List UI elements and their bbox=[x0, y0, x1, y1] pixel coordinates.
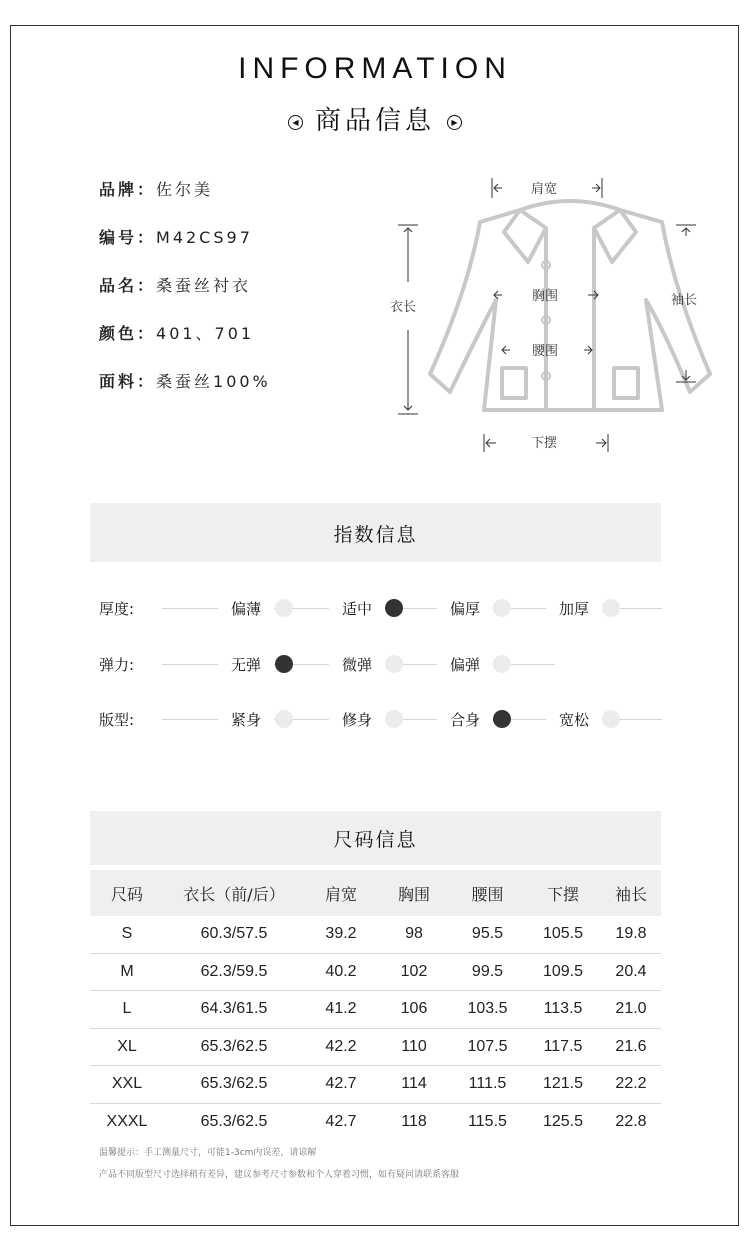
info-key: 编号： bbox=[99, 228, 157, 247]
diagram-label-shoulder: 肩宽 bbox=[531, 182, 558, 197]
size-cell: 20.4 bbox=[601, 953, 661, 991]
size-cell: 115.5 bbox=[468, 1112, 507, 1130]
info-value: 佐尔美 bbox=[156, 180, 214, 199]
size-cell: 114 bbox=[378, 1066, 450, 1104]
size-header-cell: 下摆 bbox=[525, 870, 601, 916]
size-header-cell: 胸围 bbox=[378, 870, 450, 916]
size-cell: 42.7 bbox=[304, 1066, 378, 1104]
size-header-cell: 衣长（前/后） bbox=[164, 870, 304, 916]
index-option: 加厚 bbox=[546, 598, 602, 619]
index-option: 适中 bbox=[329, 598, 385, 619]
index-dot bbox=[493, 599, 511, 617]
size-cell: 98 bbox=[378, 916, 450, 953]
size-cell: S bbox=[90, 916, 164, 953]
size-cell: 102 bbox=[378, 953, 450, 991]
index-label: 版型: bbox=[99, 711, 135, 729]
size-cell: 103.5 bbox=[450, 991, 525, 1029]
size-cell: 107.5 bbox=[450, 1028, 525, 1066]
diagram-label-sleeve: 袖长 bbox=[671, 293, 698, 308]
size-cell: 42.2 bbox=[304, 1028, 378, 1066]
index-dot-selected bbox=[275, 655, 293, 673]
size-table bbox=[90, 870, 661, 1140]
index-label: 弹力: bbox=[99, 656, 135, 674]
size-cell: 95.5 bbox=[450, 916, 525, 953]
size-cell: 121.5 bbox=[525, 1066, 601, 1104]
size-cell: 109.5 bbox=[525, 953, 601, 991]
size-cell: 99.5 bbox=[450, 953, 525, 991]
size-cell: 39.2 bbox=[304, 916, 378, 953]
index-dot bbox=[275, 710, 293, 728]
size-cell: 41.2 bbox=[304, 991, 378, 1029]
size-cell: 117.5 bbox=[525, 1028, 601, 1066]
info-key: 颜色： bbox=[99, 324, 157, 343]
info-fabric bbox=[99, 369, 271, 392]
index-row-thickness bbox=[0, 598, 750, 618]
index-row-elasticity bbox=[0, 654, 750, 674]
size-cell: 65.3/62.5 bbox=[164, 1028, 304, 1066]
size-section-header: 尺码信息 bbox=[90, 811, 661, 865]
table-row bbox=[90, 991, 661, 1029]
index-option: 偏薄 bbox=[218, 598, 274, 619]
size-header-cell: 肩宽 bbox=[304, 870, 378, 916]
size-cell: L bbox=[90, 991, 164, 1029]
size-cell: XXXL bbox=[106, 1112, 148, 1130]
shirt-measurement-diagram bbox=[380, 170, 720, 460]
table-row bbox=[90, 1103, 661, 1140]
size-cell: 118 bbox=[401, 1112, 427, 1130]
info-brand bbox=[99, 177, 213, 200]
size-cell: 64.3/61.5 bbox=[164, 991, 304, 1029]
index-option: 紧身 bbox=[218, 709, 274, 730]
note-fit: 产品不同版型尺寸选择稍有差异，建议参考尺寸参数和个人穿着习惯，如有疑问请联系客服 bbox=[99, 1170, 460, 1180]
index-row-fit bbox=[0, 709, 750, 729]
size-cell: 21.6 bbox=[601, 1028, 661, 1066]
size-header-cell: 袖长 bbox=[601, 870, 661, 916]
index-dot bbox=[385, 655, 403, 673]
size-cell: 40.2 bbox=[304, 953, 378, 991]
index-option: 无弹 bbox=[218, 654, 274, 675]
circled-left-arrow-icon: ◀ bbox=[288, 115, 303, 130]
size-cell: 65.3/62.5 bbox=[164, 1066, 304, 1104]
size-cell: 62.3/59.5 bbox=[164, 953, 304, 991]
info-value: 401、701 bbox=[156, 324, 255, 343]
index-option: 宽松 bbox=[546, 709, 602, 730]
size-cell: 21.0 bbox=[601, 991, 661, 1029]
index-option: 偏弹 bbox=[437, 654, 493, 675]
size-cell: 110 bbox=[378, 1028, 450, 1066]
page-subtitle bbox=[0, 100, 750, 137]
index-dot-selected bbox=[385, 599, 403, 617]
diagram-label-length: 衣长 bbox=[390, 300, 417, 315]
index-option: 合身 bbox=[437, 709, 493, 730]
size-cell: 65.3/62.5 bbox=[200, 1112, 268, 1130]
index-option: 偏厚 bbox=[437, 598, 493, 619]
index-dot bbox=[602, 710, 620, 728]
index-dot bbox=[385, 710, 403, 728]
size-cell: XL bbox=[90, 1028, 164, 1066]
index-option: 微弹 bbox=[329, 654, 385, 675]
size-table-header-row bbox=[90, 870, 661, 916]
circled-right-arrow-icon: ▶ bbox=[447, 115, 462, 130]
index-label: 厚度: bbox=[99, 600, 135, 618]
size-cell: 19.8 bbox=[601, 916, 661, 953]
diagram-label-chest: 胸围 bbox=[532, 289, 559, 304]
info-value: 桑蚕丝100% bbox=[156, 372, 271, 391]
info-value: 桑蚕丝衬衣 bbox=[156, 276, 252, 295]
index-option: 修身 bbox=[329, 709, 385, 730]
diagram-label-hem: 下摆 bbox=[531, 436, 558, 451]
index-dot bbox=[602, 599, 620, 617]
info-key: 面料： bbox=[99, 372, 157, 391]
size-header-cell: 腰围 bbox=[450, 870, 525, 916]
index-dot bbox=[275, 599, 293, 617]
subtitle-text: 商品信息 bbox=[314, 106, 435, 136]
index-dot bbox=[493, 655, 511, 673]
info-name bbox=[99, 273, 251, 296]
index-section-header: 指数信息 bbox=[90, 503, 661, 562]
size-cell: 42.7 bbox=[325, 1112, 357, 1130]
info-value: M42CS97 bbox=[156, 228, 253, 247]
table-row bbox=[90, 1028, 661, 1066]
note-measurement: 温馨提示：手工测量尺寸，可能1-3cm内误差，请谅解 bbox=[99, 1148, 317, 1158]
size-cell: 113.5 bbox=[525, 991, 601, 1029]
size-cell: 105.5 bbox=[525, 916, 601, 953]
table-row bbox=[90, 916, 661, 953]
table-row bbox=[90, 1066, 661, 1104]
size-cell: 22.2 bbox=[601, 1066, 661, 1104]
size-cell: 60.3/57.5 bbox=[164, 916, 304, 953]
size-cell: 111.5 bbox=[450, 1066, 525, 1104]
info-key: 品牌： bbox=[99, 180, 157, 199]
info-key: 品名： bbox=[99, 276, 157, 295]
index-dot-selected bbox=[493, 710, 511, 728]
size-cell: XXL bbox=[90, 1066, 164, 1104]
size-cell: M bbox=[90, 953, 164, 991]
page-title: INFORMATION bbox=[238, 52, 512, 85]
size-cell: 22.8 bbox=[615, 1112, 647, 1130]
diagram-label-waist: 腰围 bbox=[532, 344, 559, 359]
size-cell: 125.5 bbox=[542, 1112, 584, 1130]
size-header-cell: 尺码 bbox=[90, 870, 164, 916]
table-row bbox=[90, 953, 661, 991]
info-code bbox=[99, 225, 253, 248]
info-color bbox=[99, 321, 254, 344]
size-cell: 106 bbox=[378, 991, 450, 1029]
